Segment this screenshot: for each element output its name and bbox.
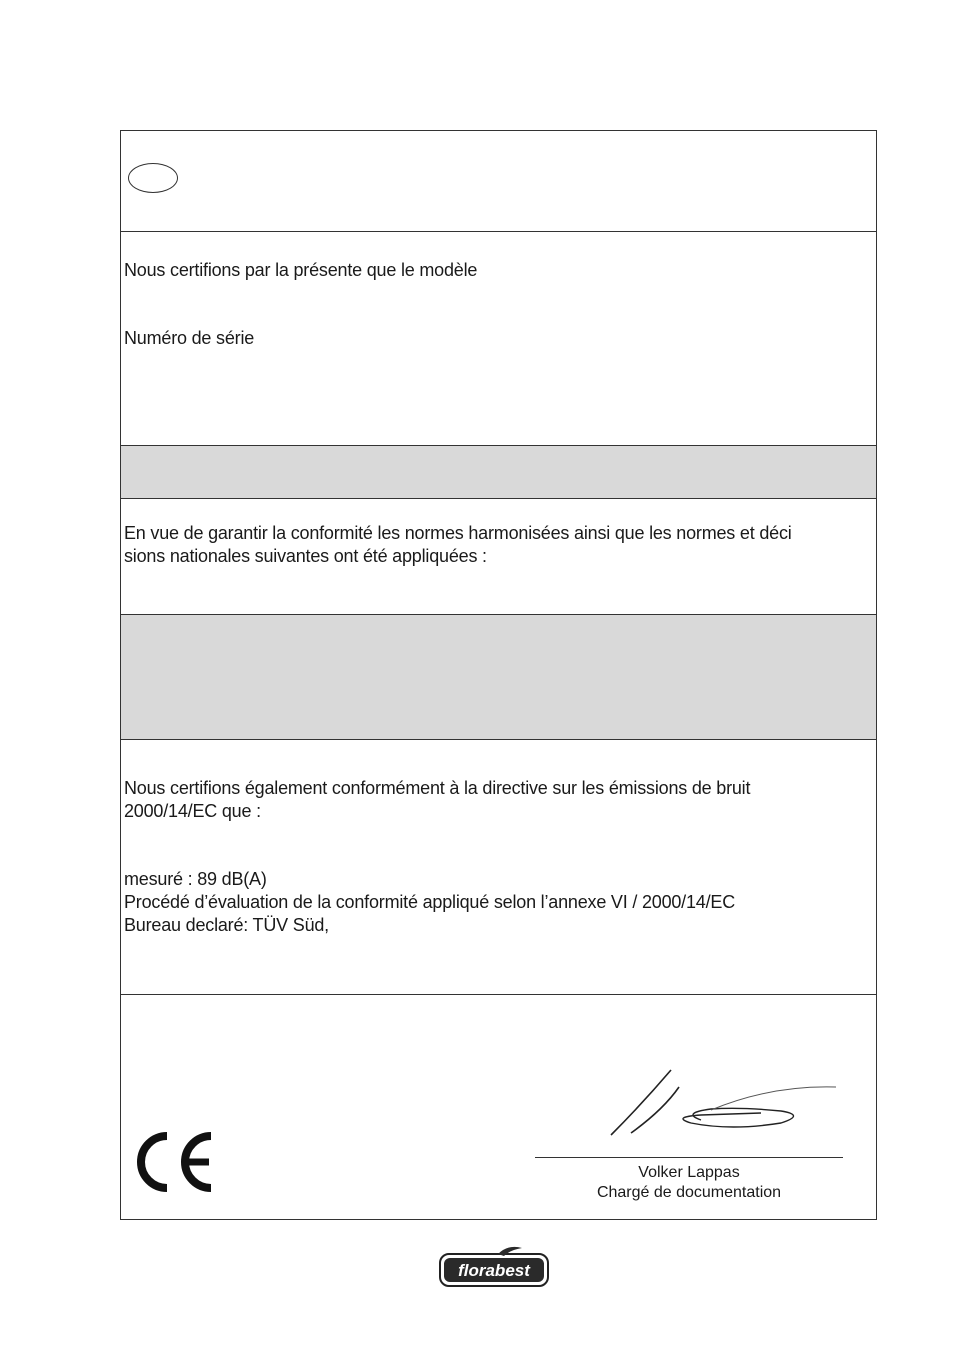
noise-text-line1: Nous certifions également conformément à la directive sur les émissions de bruit bbox=[124, 778, 751, 798]
standards-section bbox=[121, 499, 876, 615]
country-code-oval bbox=[128, 163, 178, 193]
noise-section bbox=[121, 740, 876, 995]
svg-text:florabest: florabest bbox=[458, 1261, 530, 1280]
standards-text-line2: sions nationales suivantes ont été appliquées : bbox=[124, 546, 487, 566]
procedure-text: Procédé d’évaluation de la conformité appliqué selon l’annexe VI / 2000/14/EC bbox=[124, 892, 736, 912]
serial-label: Numéro de série bbox=[124, 328, 255, 348]
model-section bbox=[121, 232, 876, 446]
signature-line bbox=[535, 1157, 843, 1158]
declaration-frame bbox=[120, 130, 877, 1220]
florabest-logo bbox=[438, 1244, 552, 1290]
header-row bbox=[121, 131, 876, 232]
bureau-text: Bureau declaré: TÜV Süd, bbox=[124, 915, 329, 935]
signatory-role: Chargé de documentation bbox=[596, 1184, 782, 1201]
measured-level: mesuré : 89 dB(A) bbox=[124, 869, 267, 889]
standards-text-line1: En vue de garantir la conformité les normes harmonisées ainsi que les normes et déci bbox=[124, 523, 792, 543]
signature-icon bbox=[601, 1065, 841, 1145]
signature-section bbox=[121, 995, 876, 1219]
intro-text: Nous certifions par la présente que le modèle bbox=[124, 260, 478, 280]
noise-text-line2: 2000/14/EC que : bbox=[124, 801, 261, 821]
ce-mark-icon bbox=[133, 1130, 217, 1194]
standards-band bbox=[121, 615, 876, 740]
signatory-name: Volker Lappas bbox=[638, 1164, 740, 1181]
directives-band bbox=[121, 446, 876, 499]
